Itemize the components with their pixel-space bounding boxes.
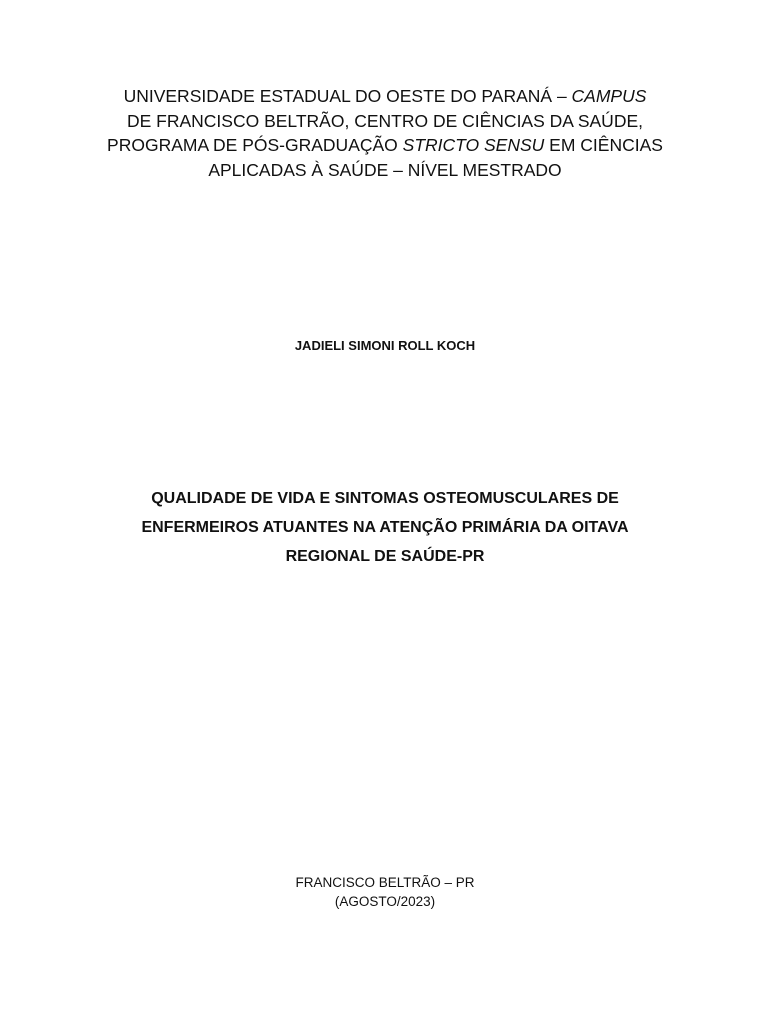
institution-line-2: DE FRANCISCO BELTRÃO, CENTRO DE CIÊNCIAS DA SAÚDE,	[126, 110, 643, 131]
title-line-3: REGIONAL DE SAÚDE-PR	[285, 548, 485, 565]
institution-line-4: APLICADAS À SAÚDE – NÍVEL MESTRADO	[208, 159, 562, 180]
thesis-title	[60, 484, 710, 571]
place-and-date	[60, 873, 710, 911]
city: FRANCISCO BELTRÃO – PR	[295, 875, 475, 890]
institution-header	[60, 84, 710, 182]
program-name: PROGRAMA DE PÓS-GRADUAÇÃO	[107, 135, 403, 155]
stricto-sensu-word: STRICTO SENSU	[402, 135, 545, 155]
campus-word: CAMPUS	[571, 86, 647, 106]
author-name: JADIELI SIMONI ROLL KOCH	[294, 338, 476, 353]
institution-name: UNIVERSIDADE ESTADUAL DO OESTE DO PARANÁ –	[123, 86, 572, 106]
title-line-2: ENFERMEIROS ATUANTES NA ATENÇÃO PRIMÁRIA DA OITAVA	[141, 519, 629, 536]
date: (AGOSTO/2023)	[334, 894, 436, 909]
title-line-1: QUALIDADE DE VIDA E SINTOMAS OSTEOMUSCULARES DE	[151, 490, 619, 507]
institution-line-1	[60, 84, 710, 109]
institution-line-3	[60, 133, 710, 158]
program-field: EM CIÊNCIAS	[544, 135, 663, 155]
